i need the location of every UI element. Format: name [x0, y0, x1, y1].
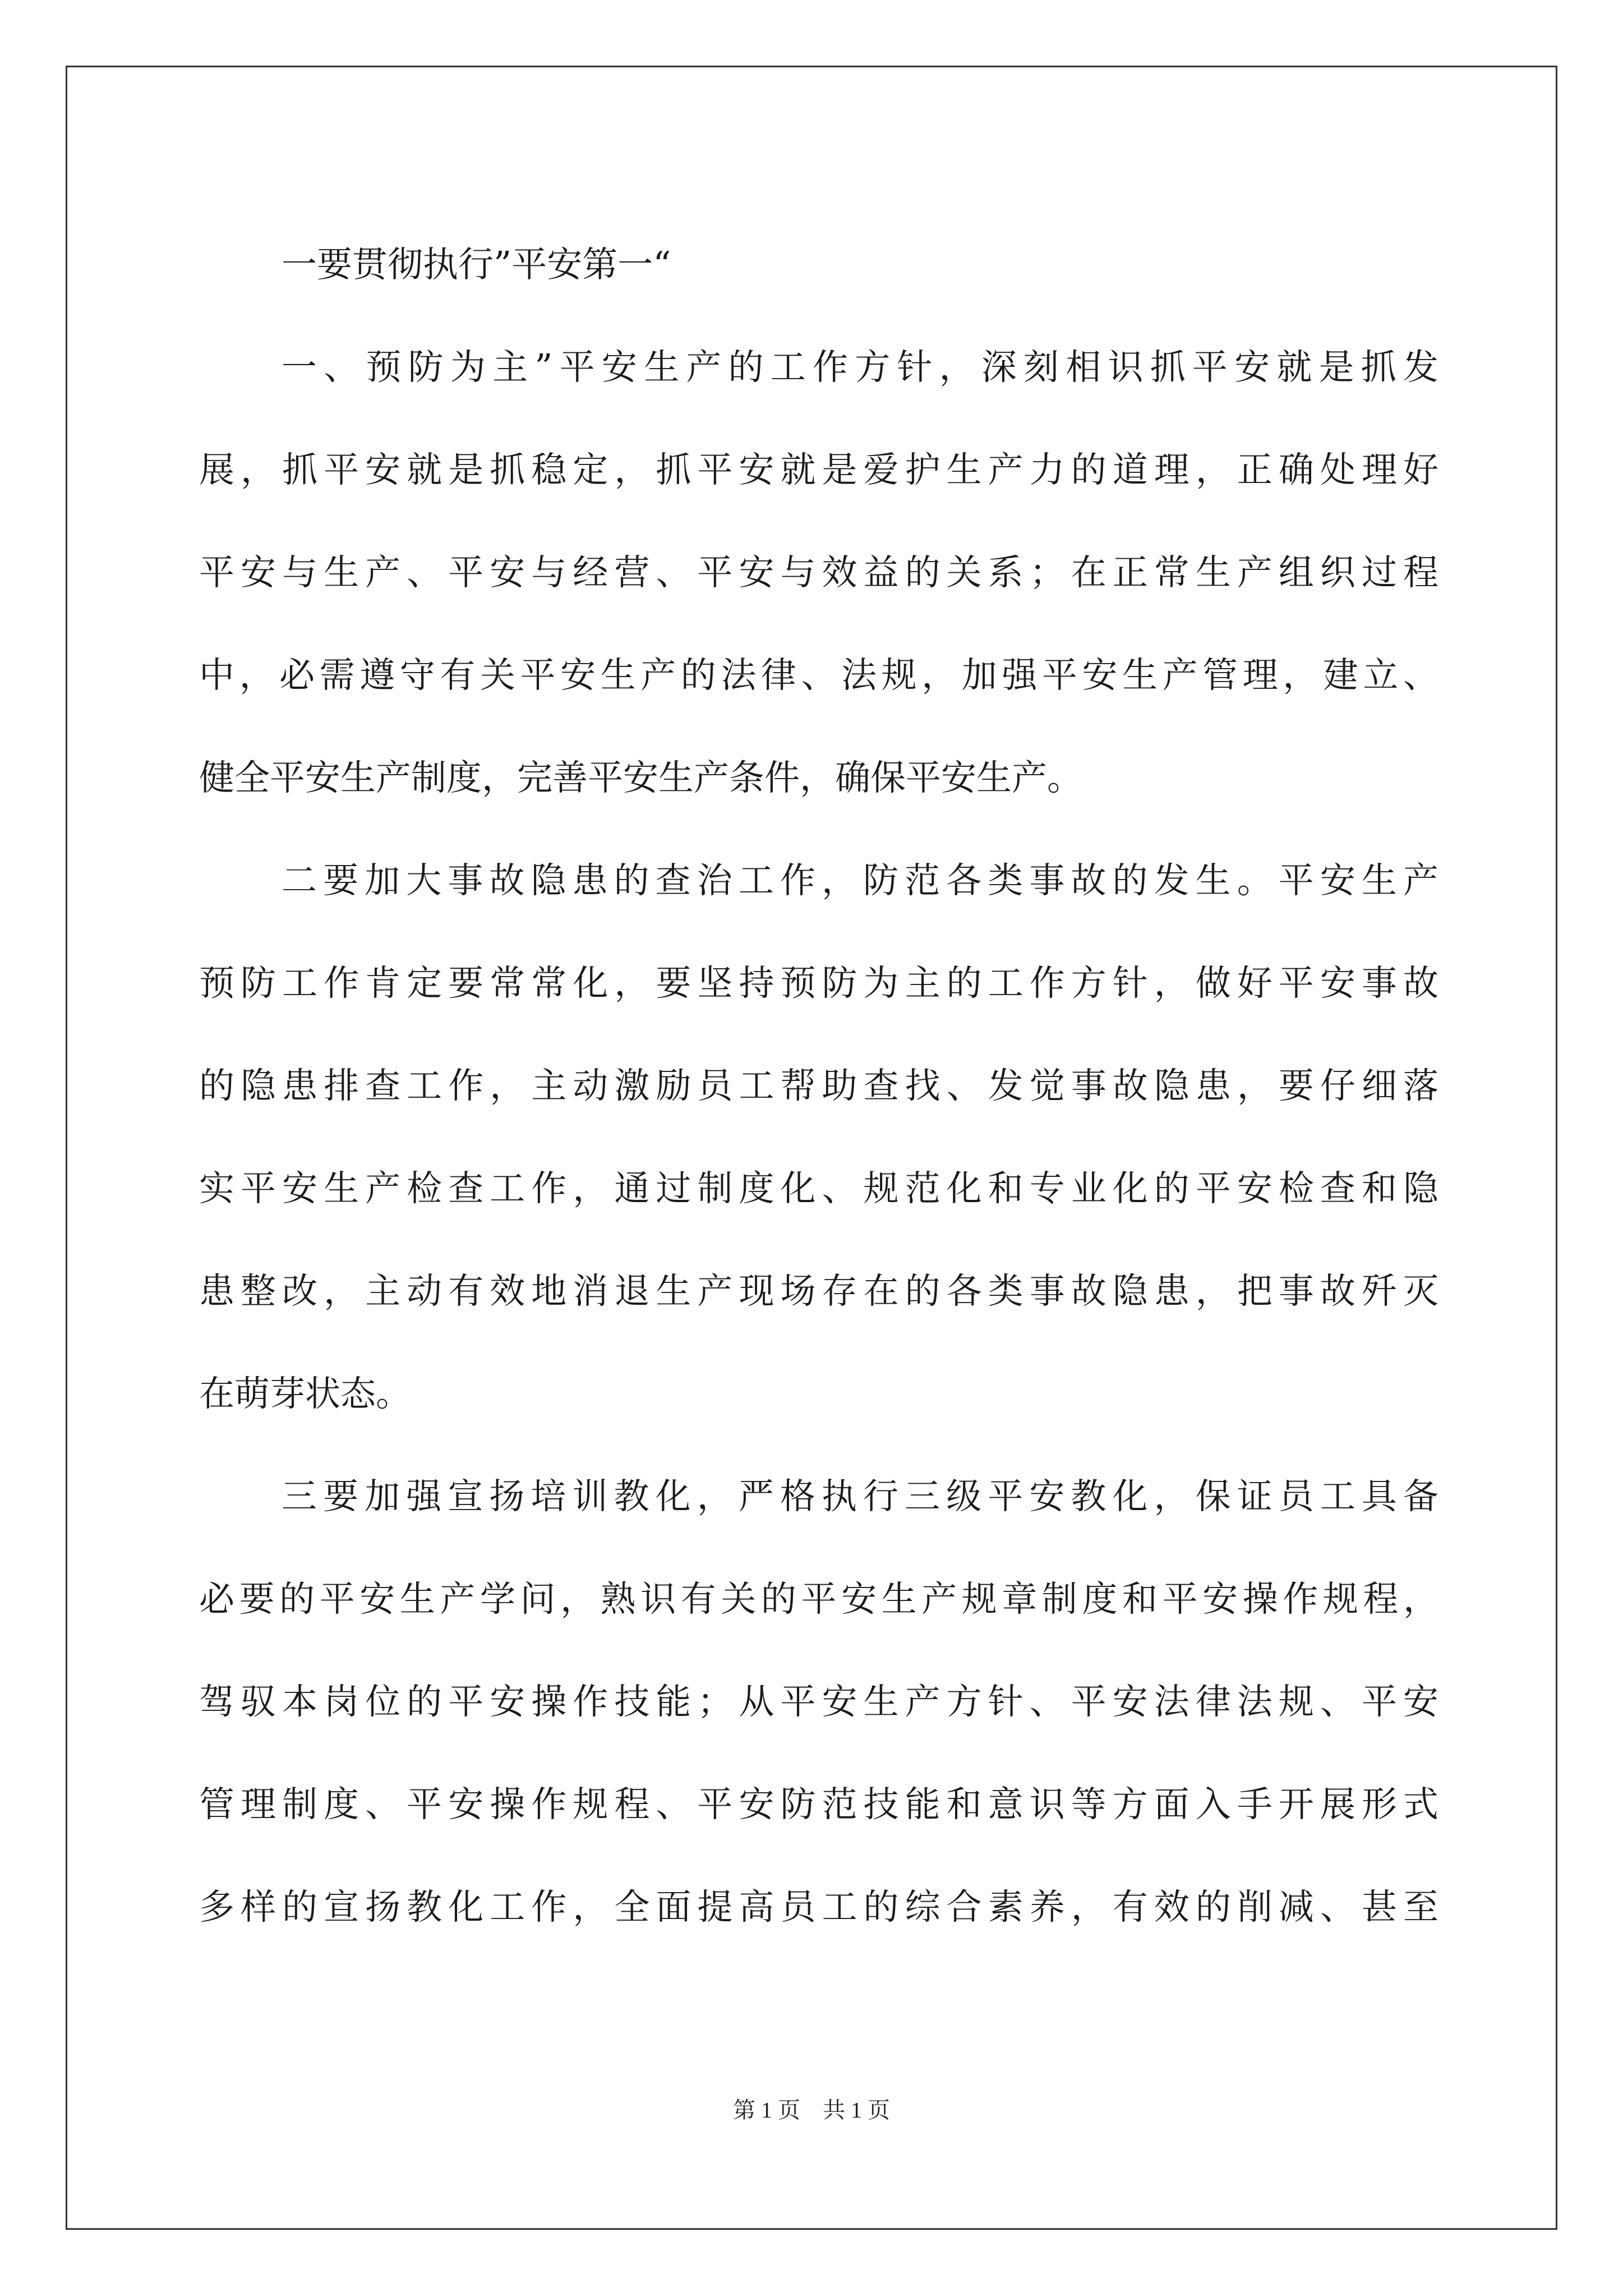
text-line: 二要加大事故隐患的查治工作，防范各类事故的发生。平安生产	[282, 860, 1438, 901]
text-line: 三要加强宣扬培训教化，严格执行三级平安教化，保证员工具备	[282, 1476, 1438, 1517]
text-line: 实平安生产检查工作，通过制度化、规范化和专业化的平安检查和隐	[199, 1168, 1438, 1209]
text-line: 管理制度、平安操作规程、平安防范技能和意识等方面入手开展形式	[199, 1784, 1438, 1825]
page-number-footer: 第 1 页 共 1 页	[733, 2097, 890, 2123]
text-line: 患整改，主动有效地消退生产现场存在的各类事故隐患，把事故歼灭	[199, 1271, 1438, 1312]
text-line: 一要贯彻执行”平安第一“	[282, 244, 671, 285]
text-line: 在萌芽状态。	[199, 1373, 411, 1414]
text-line: 预防工作肯定要常常化，要坚持预防为主的工作方针，做好平安事故	[199, 963, 1438, 1004]
text-line: 多样的宣扬教化工作，全面提高员工的综合素养，有效的削减、甚至	[199, 1887, 1438, 1927]
paragraph-3	[199, 1445, 1438, 1958]
paragraph-1	[199, 316, 1438, 829]
text-line: 平安与生产、平安与经营、平安与效益的关系；在正常生产组织过程	[199, 552, 1438, 593]
text-line: 中，必需遵守有关平安生产的法律、法规，加强平安生产管理，建立、	[199, 655, 1438, 696]
text-line: 一、预防为主”平安生产的工作方针，深刻相识抓平安就是抓发	[282, 347, 1438, 388]
text-line: 的隐患排查工作，主动激励员工帮助查找、发觉事故隐患，要仔细落	[199, 1065, 1438, 1106]
text-line: 驾驭本岗位的平安操作技能；从平安生产方针、平安法律法规、平安	[199, 1681, 1438, 1722]
text-line: 展，抓平安就是抓稳定，抓平安就是爱护生产力的道理，正确处理好	[199, 449, 1438, 490]
text-line: 健全平安生产制度，完善平安生产条件，确保平安生产。	[199, 757, 1082, 798]
document-body	[199, 213, 1438, 1958]
text-line: 必要的平安生产学问，熟识有关的平安生产规章制度和平安操作规程，	[199, 1579, 1438, 1619]
paragraph-2	[199, 829, 1438, 1445]
paragraph-heading	[199, 213, 1438, 316]
